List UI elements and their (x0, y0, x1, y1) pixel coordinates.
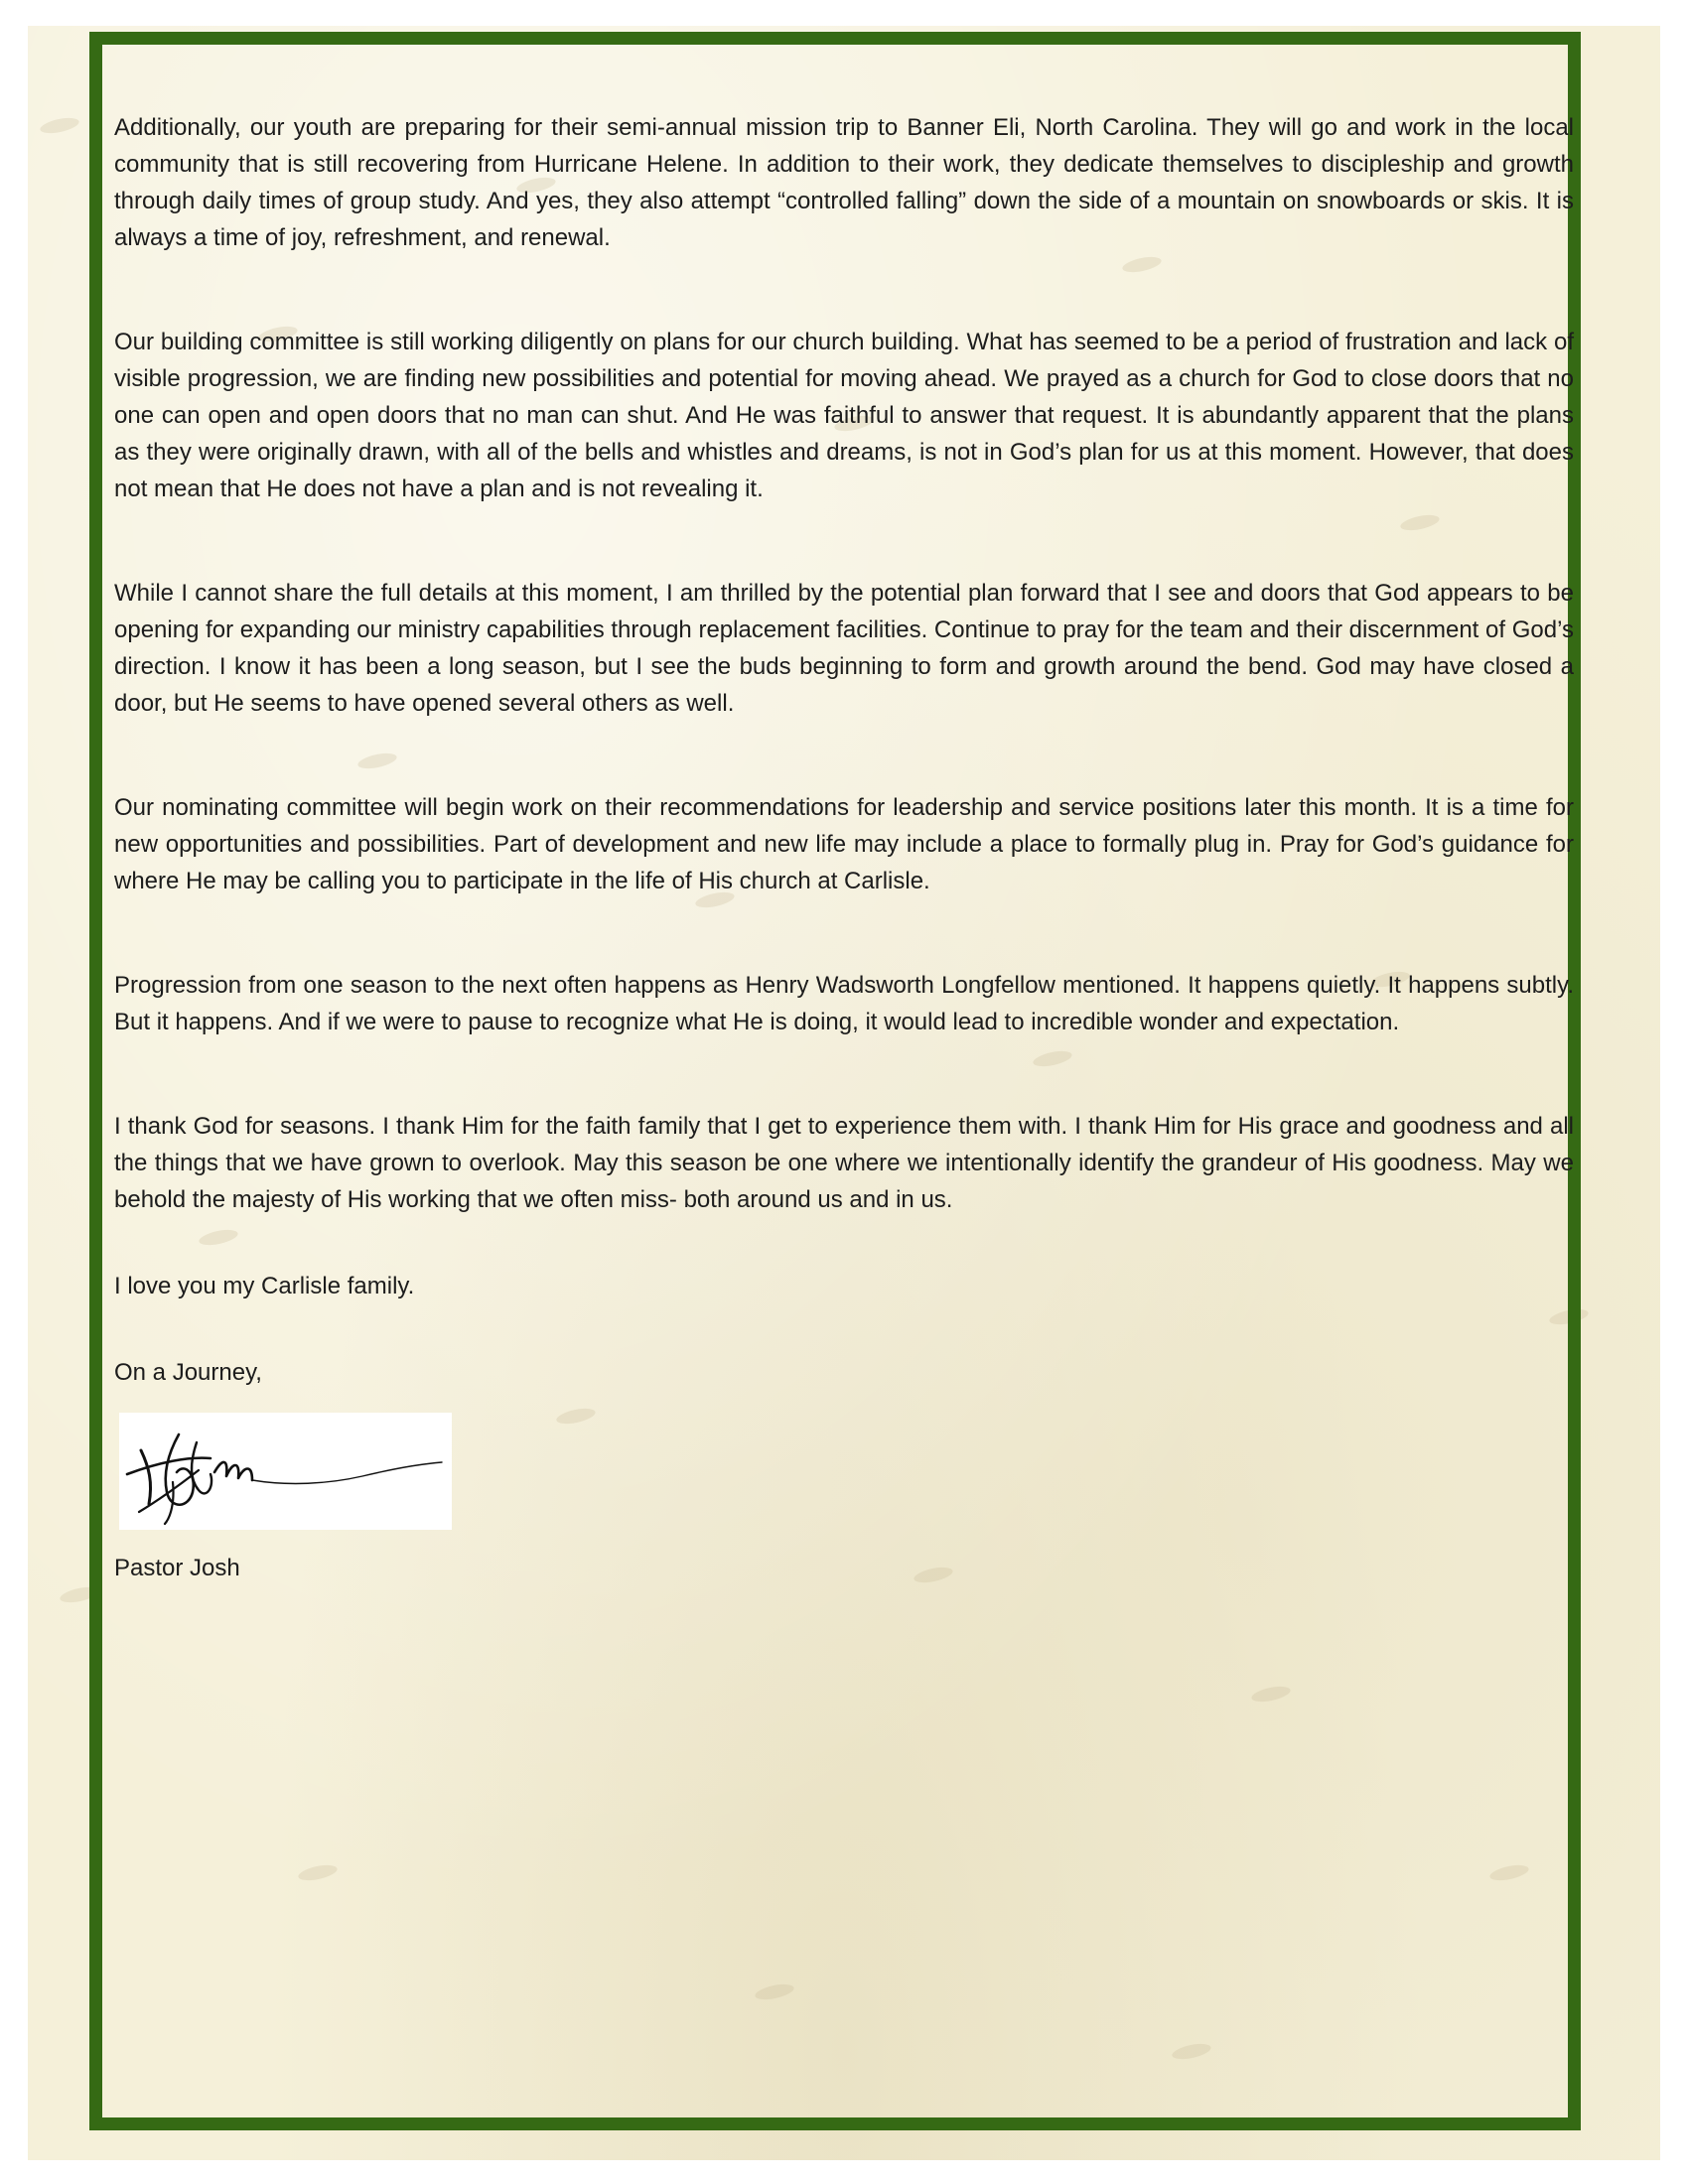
signature-image (119, 1413, 452, 1530)
paragraph-plan-forward: While I cannot share the full details at this moment, I am thrilled by the potential plan forward that I see and doors that God appears to be opening for expanding our ministry capabilities through replacement facilities. Continue to pray for the team and their discernment of God’s direction. I know it has been a long season, but I see the buds beginning to form and growth around the bend. God may have closed a door, but He seems to have opened several others as well. (114, 580, 1574, 717)
paragraph-building-committee: Our building committee is still working diligently on plans for our church building. What has seemed to be a period of frustration and lack of visible progression, we are finding new possibilities and potential for moving ahead. We prayed as a church for God to close doors that no one can open and open doors that no man can shut. And He was faithful to answer that request. It is abundantly apparent that the plans as they were originally drawn, with all of the bells and whistles and dreams, is not in God’s plan for us at this moment. However, that does not mean that He does not have a plan and is not revealing it. (114, 329, 1574, 502)
paragraph-nominating-committee: Our nominating committee will begin work on their recommendations for leadership and service positions later this month. It is a time for new opportunities and possibilities. Part of development and new life may include a place to formally plug in. Pray for God’s guidance for where He may be calling you to participate in the life of His church at Carlisle. (114, 794, 1574, 894)
signer-name: Pastor Josh (114, 1555, 240, 1581)
paragraph-progression: Progression from one season to the next often happens as Henry Wadsworth Longfellow mentioned. It happens quietly. It happens subtly. But it happens. And if we were to pause to recognize what He is doing, it would lead to incredible wonder and expectation. (114, 972, 1574, 1035)
paragraph-thanks: I thank God for seasons. I thank Him for the faith family that I get to experience them with. I thank Him for His grace and goodness and all the things that we have grown to overlook. May this season be one where we intentionally identify the grandeur of His goodness. May we behold the majesty of His working that we often miss- both around us and in us. (114, 1113, 1574, 1213)
paragraph-youth-mission: Additionally, our youth are preparing for their semi-annual mission trip to Banner Eli, North Carolina. They will go and work in the local community that is still recovering from Hurricane Helene. In addition to their work, they dedicate themselves to discipleship and growth through daily times of group study. And yes, they also attempt “controlled falling” down the side of a mountain on snowboards or skis. It is always a time of joy, refreshment, and renewal. (114, 114, 1574, 251)
letter-body (114, 109, 1574, 1586)
closing-line: On a Journey, (114, 1359, 262, 1386)
love-line: I love you my Carlisle family. (114, 1273, 415, 1299)
